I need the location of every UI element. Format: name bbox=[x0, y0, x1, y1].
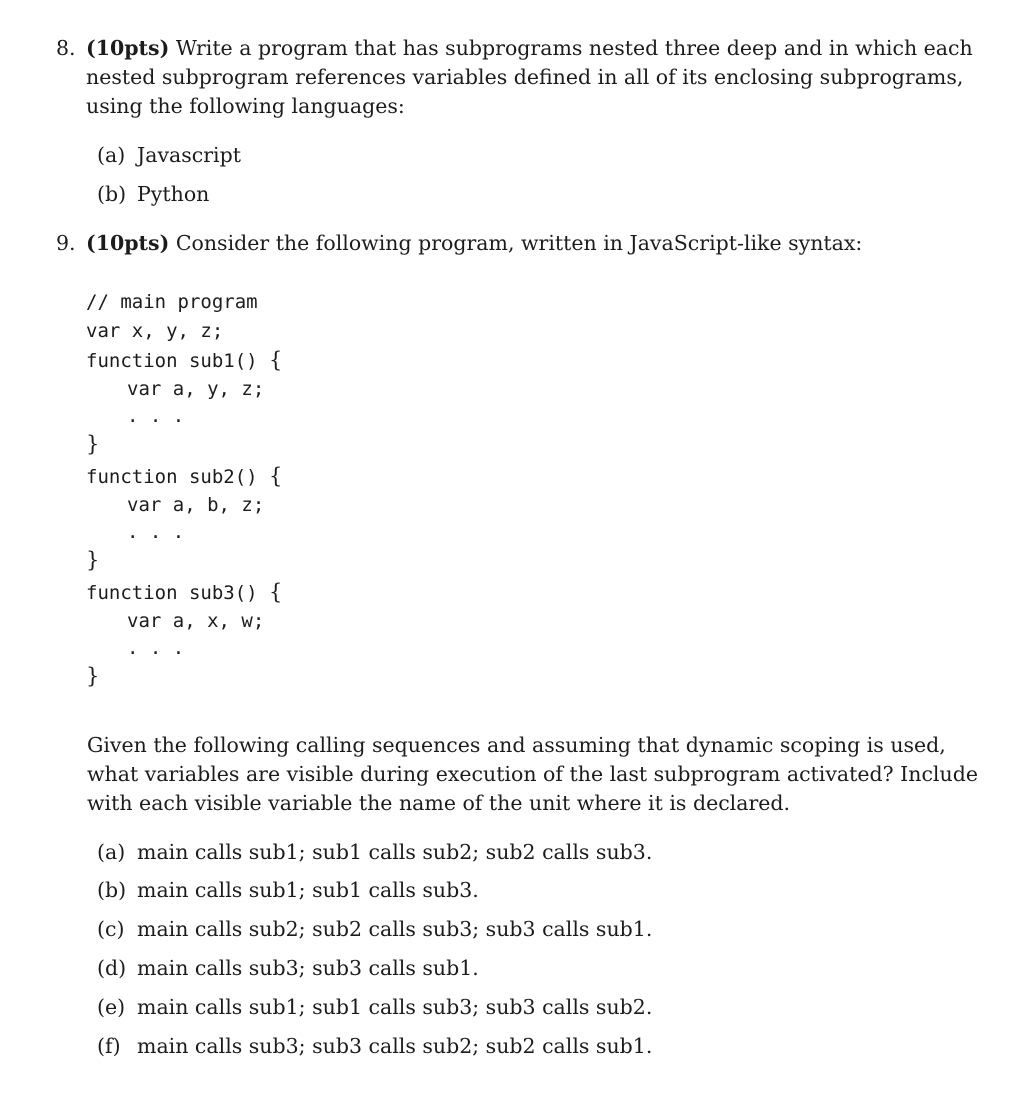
code-open-brace: { bbox=[269, 580, 283, 604]
question-9-item-b bbox=[97, 876, 479, 905]
paragraph-line-3: with each visible variable the name of the unit where it is declared. bbox=[87, 791, 791, 815]
question-9 bbox=[56, 229, 956, 258]
question-8-number: 8. bbox=[56, 36, 76, 60]
question-8-item-a bbox=[97, 141, 241, 170]
paragraph-line-1: Given the following calling sequences and assuming that dynamic scoping is used, bbox=[87, 733, 946, 757]
question-9-item-f bbox=[97, 1032, 652, 1061]
item-text: main calls sub3; sub3 calls sub2; sub2 calls sub1. bbox=[137, 1034, 653, 1058]
code-sub1-vars: var a, y, z; bbox=[127, 378, 265, 400]
paragraph-line-2: what variables are visible during execution of the last subprogram activated? Include bbox=[87, 762, 978, 786]
code-comment: // main program bbox=[86, 291, 258, 313]
question-9-item-a bbox=[97, 838, 652, 867]
code-open-brace: { bbox=[269, 348, 283, 372]
code-sub1-ellipsis: . . . bbox=[127, 405, 185, 427]
code-sub2-header bbox=[86, 462, 282, 492]
code-sub1-header bbox=[86, 346, 282, 376]
code-sub2-vars: var a, b, z; bbox=[127, 494, 265, 516]
item-label: (f) bbox=[97, 1034, 121, 1058]
code-sub3-close-brace: } bbox=[86, 664, 100, 688]
item-label: (b) bbox=[97, 182, 127, 206]
question-8 bbox=[56, 34, 973, 121]
item-text: Javascript bbox=[137, 143, 241, 167]
question-9-item-e bbox=[97, 993, 652, 1022]
question-9-points: (10pts) bbox=[86, 231, 170, 255]
code-sub2-ellipsis: . . . bbox=[127, 521, 185, 543]
item-label: (d) bbox=[97, 956, 127, 980]
question-9-number: 9. bbox=[56, 231, 76, 255]
code-sub3-vars: var a, x, w; bbox=[127, 610, 265, 632]
question-9-body bbox=[86, 229, 956, 258]
question-8-text-3: using the following languages: bbox=[86, 94, 405, 118]
code-sub1-signature: function sub1() bbox=[86, 350, 258, 372]
item-label: (c) bbox=[97, 917, 125, 941]
item-text: main calls sub1; sub1 calls sub3; sub3 calls sub2. bbox=[137, 995, 653, 1019]
item-text: main calls sub1; sub1 calls sub2; sub2 calls sub3. bbox=[137, 840, 653, 864]
code-sub3-header bbox=[86, 578, 282, 608]
question-8-item-b bbox=[97, 180, 209, 209]
item-text: main calls sub3; sub3 calls sub1. bbox=[137, 956, 479, 980]
item-label: (b) bbox=[97, 878, 127, 902]
question-9-paragraph bbox=[87, 731, 978, 818]
item-text: main calls sub1; sub1 calls sub3. bbox=[137, 878, 479, 902]
code-sub3-ellipsis: . . . bbox=[127, 637, 185, 659]
question-8-text-1: Write a program that has subprograms nested three deep and in which each bbox=[175, 36, 973, 60]
item-label: (a) bbox=[97, 840, 126, 864]
question-8-body bbox=[86, 34, 973, 121]
question-9-intro: Consider the following program, written in JavaScript-like syntax: bbox=[175, 231, 863, 255]
question-8-text-2: nested subprogram references variables defined in all of its enclosing subprograms, bbox=[86, 65, 964, 89]
item-label: (e) bbox=[97, 995, 126, 1019]
question-8-points: (10pts) bbox=[86, 36, 170, 60]
item-label: (a) bbox=[97, 143, 126, 167]
code-sub3-signature: function sub3() bbox=[86, 582, 258, 604]
item-text: Python bbox=[137, 182, 210, 206]
question-8-line-1 bbox=[86, 34, 973, 63]
question-9-item-c bbox=[97, 915, 652, 944]
code-open-brace: { bbox=[269, 464, 283, 488]
code-sub2-close-brace: } bbox=[86, 548, 100, 572]
code-sub1-close-brace: } bbox=[86, 432, 100, 456]
item-text: main calls sub2; sub2 calls sub3; sub3 calls sub1. bbox=[137, 917, 653, 941]
code-main-vars: var x, y, z; bbox=[86, 320, 224, 342]
code-sub2-signature: function sub2() bbox=[86, 466, 258, 488]
question-9-item-d bbox=[97, 954, 479, 983]
question-9-intro-line bbox=[86, 229, 956, 258]
